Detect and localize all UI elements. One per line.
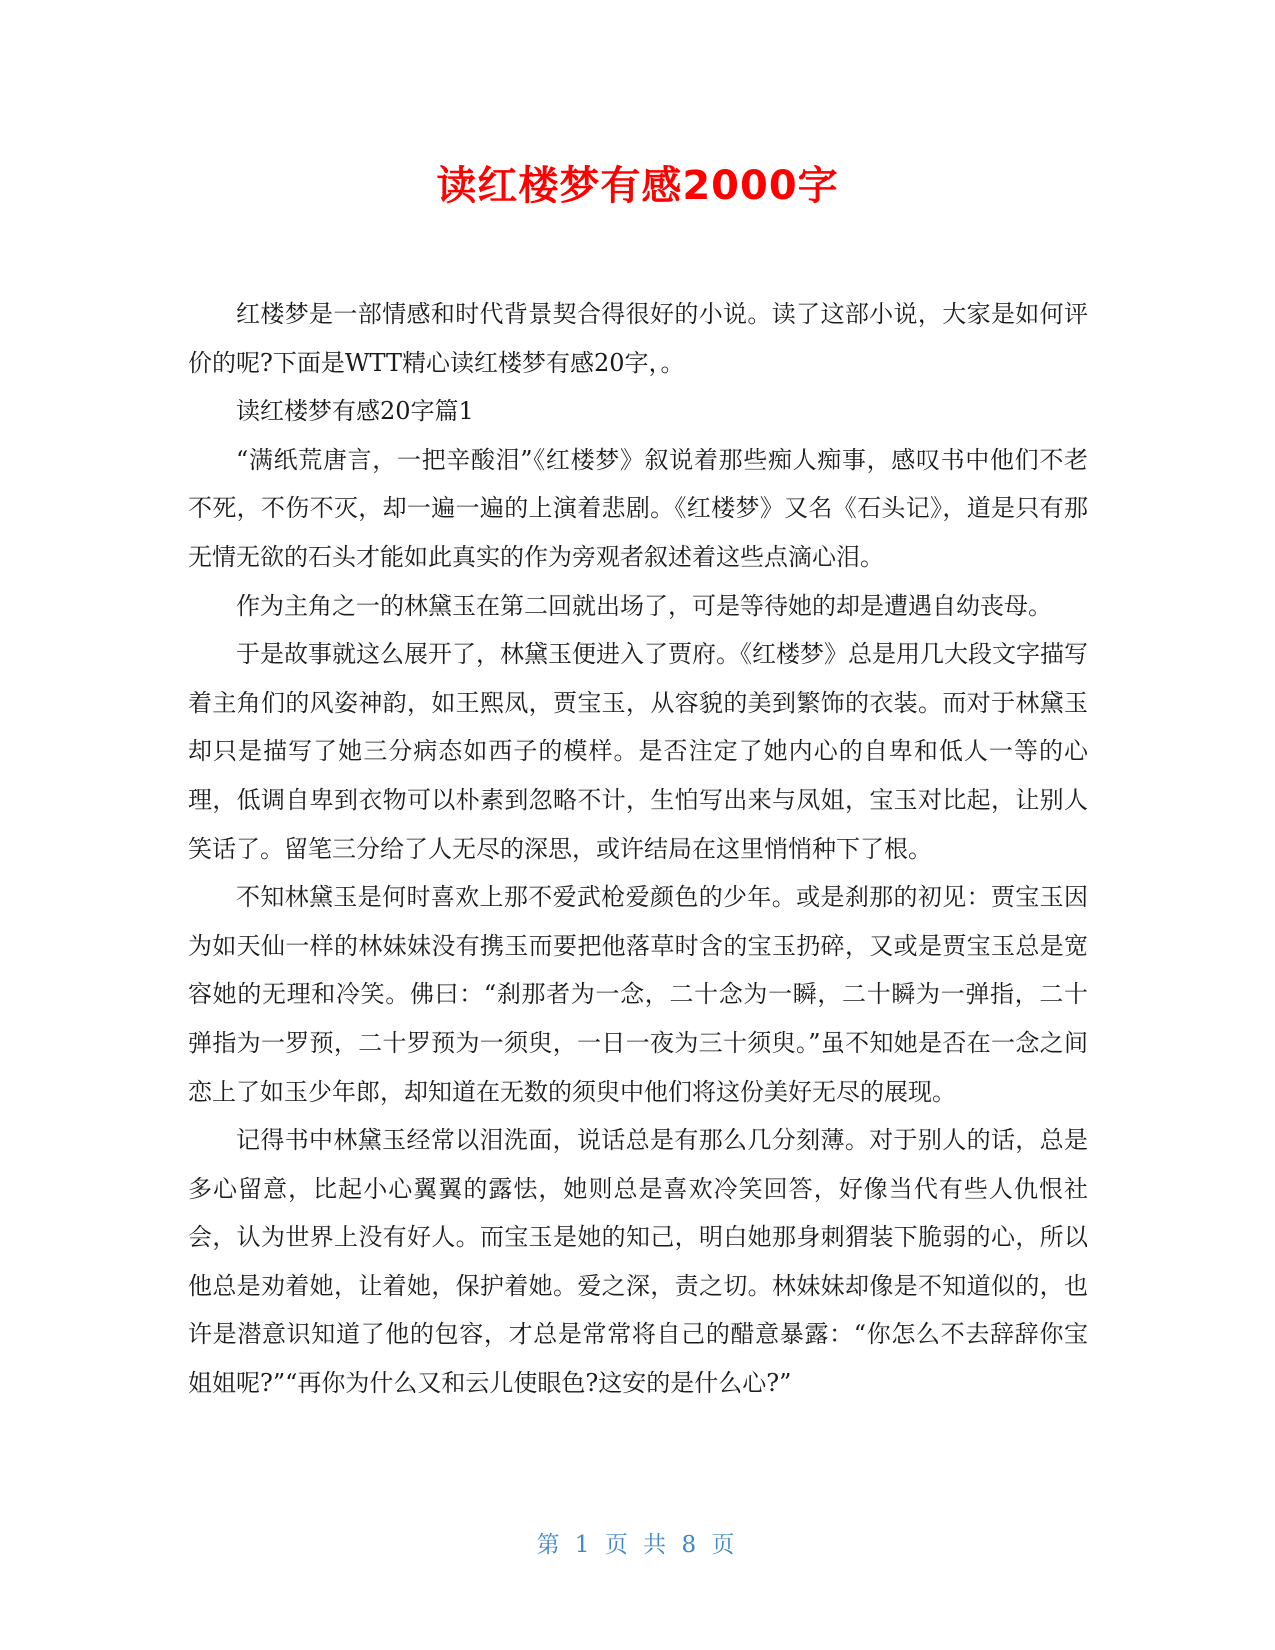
paragraph: 记得书中林黛玉经常以泪洗面，说话总是有那么几分刻薄。对于别人的话，总是多心留意，比起小心翼翼的露怯，她则总是喜欢冷笑回答，好像当代有些人仇恨社会，认为世界上没有好人。而宝玉是她的知己，明白她那身刺猬装下脆弱的心，所以他总是劝着她，让着她，保护着她。爱之深，责之切。林妹妹却像是不知道似的，也许是潜意识知道了他的包容，才总是常常将自己的醋意暴露：“你怎么不去辞辞你宝姐姐呢?”“再你为什么又和云儿使眼色?这安的是什么心?” bbox=[188, 1126, 1088, 1398]
paragraph: 于是故事就这么展开了，林黛玉便进入了贾府。《红楼梦》总是用几大段文字描写着主角们的风姿神韵，如王熙凤，贾宝玉，从容貌的美到繁饰的衣装。而对于林黛玉却只是描写了她三分病态如西子的模样。是否注定了她内心的自卑和低人一等的心理，低调自卑到衣物可以朴素到忽略不计，生怕写出来与凤姐，宝玉对比起，让别人笑话了。留笔三分给了人无尽的深思，或许结局在这里悄悄种下了根。 bbox=[188, 640, 1088, 863]
paragraph: 作为主角之一的林黛玉在第二回就出场了，可是等待她的却是遭遇自幼丧母。 bbox=[236, 591, 1052, 620]
document-body bbox=[188, 290, 1088, 1408]
section-heading: 读红楼梦有感20字篇1 bbox=[236, 397, 474, 426]
document-title: 读红楼梦有感2000字 bbox=[436, 163, 839, 209]
paragraph: “满纸荒唐言，一把辛酸泪”《红楼梦》叙说着那些痴人痴事，感叹书中他们不老不死，不伤不灭，却一遍一遍的上演着悲剧。《红楼梦》又名《石头记》，道是只有那无情无欲的石头才能如此真实的作为旁观者叙述着这些点滴心泪。 bbox=[188, 445, 1088, 571]
paragraph-intro: 红楼梦是一部情感和时代背景契合得很好的小说。读了这部小说，大家是如何评价的呢?下面是WTT精心读红楼梦有感20字，。 bbox=[188, 300, 1088, 377]
page-number-footer: 第 1 页 共 8 页 bbox=[536, 1532, 739, 1558]
paragraph: 不知林黛玉是何时喜欢上那不爱武枪爱颜色的少年。或是刹那的初见：贾宝玉因为如天仙一样的林妹妹没有携玉而要把他落草时含的宝玉扔碎，又或是贾宝玉总是宽容她的无理和冷笑。佛曰：“刹那者为一念，二十念为一瞬，二十瞬为一弹指，二十弹指为一罗预，二十罗预为一须臾，一日一夜为三十须臾。”虽不知她是否在一念之间恋上了如玉少年郎，却知道在无数的须臾中他们将这份美好无尽的展现。 bbox=[188, 883, 1088, 1106]
